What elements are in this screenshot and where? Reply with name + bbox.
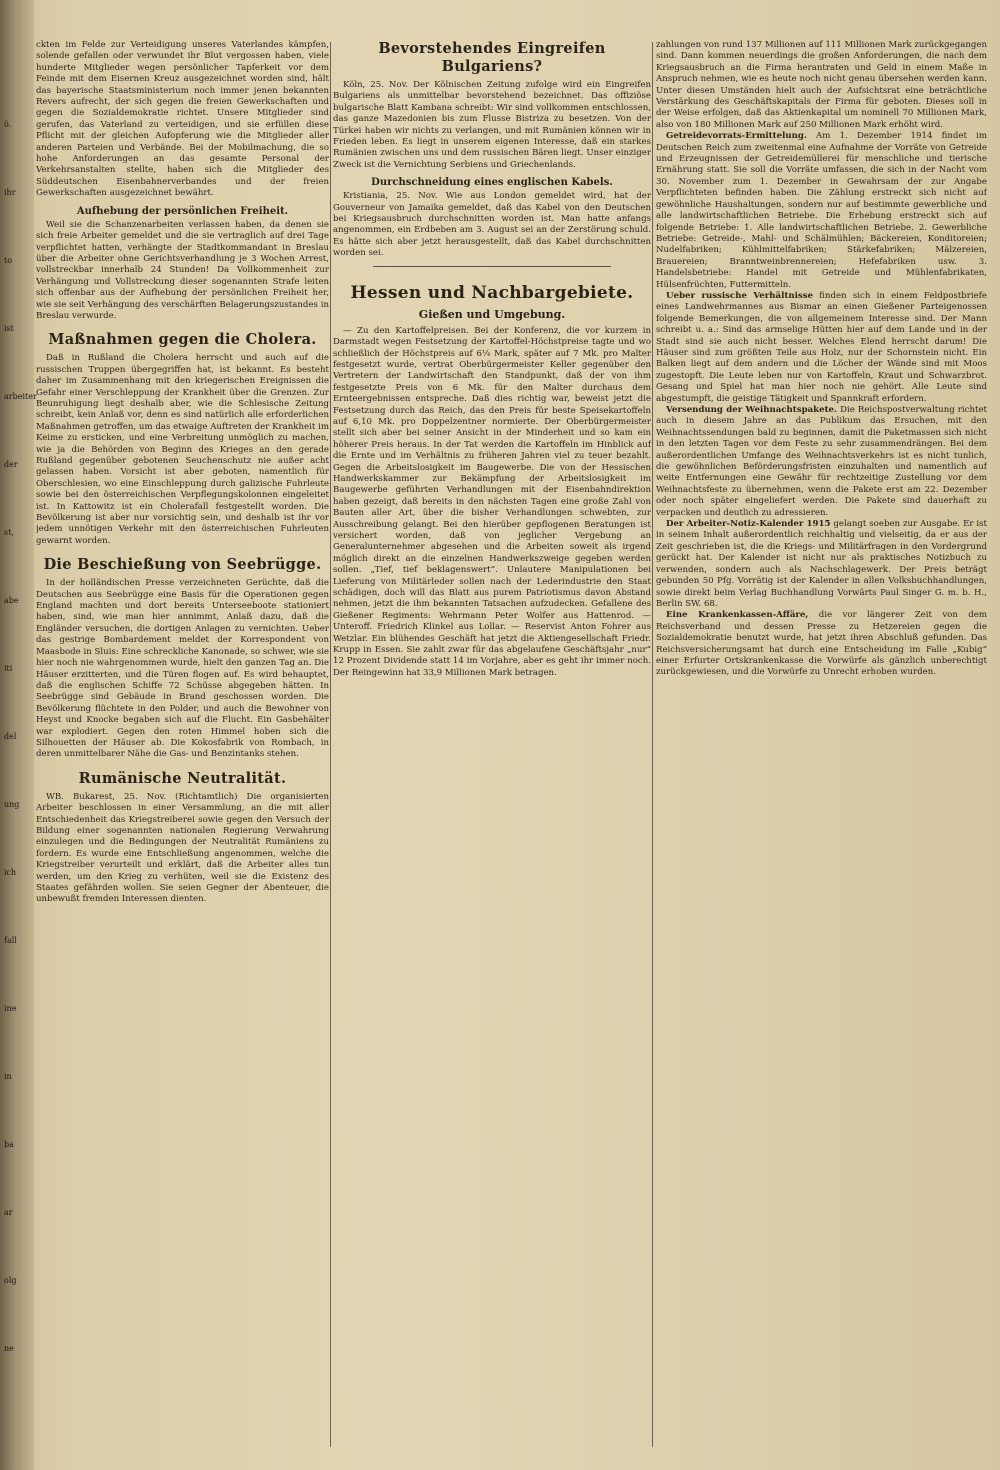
item-lead: Ueber russische Verhältnisse bbox=[666, 290, 814, 301]
article-text: Die Reichspostverwaltung richtet auch in diesem Jahre an das Publikum das Ersuchen, mit den Weihnachtssendungen bald zu beginnen, damit die Paketmassen sich nicht in den letzten Tagen vor dem Feste zu sehr zusammendrängen. Bei dem außerordentlichen Umfange des Weihnachtsverkehrs ist es nicht tunlich, die gewöhnlichen Beförderungsfristen einzuhalten und namentlich auf weite Entfernungen eine Gewähr für rechtzeitige Zustellung vor dem Weihnachtsfeste zu übernehmen, wenn die Pakete erst am 22. Dezember oder noch später eingeliefert werden. Die Pakete sind dauerhaft zu verpacken und deutlich zu adressieren. bbox=[656, 405, 987, 518]
headline: Die Beschießung von Seebrügge. bbox=[43, 556, 322, 574]
article-text: Köln, 25. Nov. Der Kölnischen Zeitung zufolge wird ein Eingreifen Bulgariens als unmittelbar bevorstehend bezeichnet. Das offiziöse bulgarische Blatt Kambana schreibt: Wir sind vollkommen entschlossen, das ganze Mazedonien bis zum Flusse Bistriza zu besetzen. Von der Türkei haben wir nichts zu verlangen, und mit Rumänien können wir in Frieden leben. Es liegt in unserem eigenen Interesse, daß ein starkes Rumänien zwischen uns und dem russischen Bären liegt. Unser einziger Zweck ist die Vernichtung Serbiens und Griechenlands. bbox=[333, 80, 651, 170]
margin-fragment: ine bbox=[4, 1004, 17, 1013]
article-text: In der holländischen Presse verzeichneten Gerüchte, daß die Deutschen aus Seebrügge eine Basis für die Operationen gegen England machten und dort bereits Unterseeboote stationiert haben, sind, wie man hier annimmt, Anlaß dazu, daß die Engländer versuchen, die dortigen Anlagen zu vernichten. Ueber das gestrige Bombardement meldet der Korrespondent von Maasbode in Sluis: Eine schreckliche Kanonade, so schwer, wie sie hier noch nie wahrgenommen wurde, hielt den ganzen Tag an. Die Häuser erzitterten, und die Türen flogen auf. Es wird behauptet, daß die englischen Schiffe 72 Schüsse abgegeben hätten. In Seebrügge sind Gebäude in Brand geschossen worden. Die Bevölkerung flüchtete in den Polder, und auch die Bewohner von Heyst und Knocke begaben sich auf die Flucht. Ein Gasbehälter war explodiert. Gegen den roten Himmel hoben sich die Silhouetten der Häuser ab. Die Kokosfabrik von Rombach, in deren unmittelbarer Nähe die Gas- und Benzintanks stehen. bbox=[36, 578, 329, 760]
headline: Rumänische Neutralität. bbox=[78, 769, 287, 787]
margin-fragment: ar bbox=[4, 1208, 13, 1217]
article-text: gelangt soeben zur Ausgabe. Er ist in seinem Inhalt außerordentlich reichhaltig und vielseitig, da er aus der Zeit geschrieben ist, die die Kriegs- und Militärfragen in den Vordergrund gerückt hat. Der Kalender ist nicht nur als praktisches Notizbuch zu verwenden, sondern auch als Nachschlagewerk. Der Preis beträgt gebunden 50 Pfg. Vorrätig ist der Kalender in allen Volksbuchhandlungen, sowie direkt beim Verlag Buchhandlung Vorwärts Paul Singer G. m. b. H., Berlin SW. 68. bbox=[656, 519, 987, 609]
margin-fragment: arbeiter bbox=[4, 392, 37, 401]
item-lead: Getreidevorrats-Ermittelung. bbox=[666, 131, 807, 142]
headline: Aufhebung der persönlichen Freiheit. bbox=[76, 205, 289, 217]
article-text: zahlungen von rund 137 Millionen auf 111 Millionen Mark zurückgegangen sind. Dann kommen neuerdings die großen Anforderungen, die nach dem Kriegsausbruch an die Firma herantraten und Geld in einem Maße in Anspruch nehmen, wie es heute noch nicht genau übersehen werden kann. Unter diesen Umständen hielt auch der Aufsichtsrat eine beträchtliche Verstärkung des Geschäftskapitals der Firma für geboten. Dieses soll in der Weise erfolgen, daß das Aktienkapital um nominell 70 Millionen Mark, also von 180 Millionen Mark auf 250 Millionen Mark erhöht wird. bbox=[656, 40, 987, 130]
item-lead: Versendung der Weihnachtspakete. bbox=[666, 405, 838, 415]
margin-fragment: del bbox=[4, 732, 17, 741]
margin-fragment: ö. bbox=[4, 120, 12, 129]
margin-fragment: abe bbox=[4, 596, 19, 605]
column-rule bbox=[330, 42, 331, 1447]
margin-fragment: olg bbox=[4, 1276, 17, 1285]
margin-fragment: fall bbox=[4, 936, 17, 945]
divider bbox=[373, 266, 611, 267]
article-text: ckten im Felde zur Verteidigung unseres Vaterlandes kämpfen, solende gefallen oder verwundet ihr Blut vergossen haben, viele hunderte Mitglieder wegen persönlicher Tapferkeit vor dem Feinde mit dem Eisernen Kreuz ausgezeichnet worden sind, hält das bayerische Staatsministerium noch immer jenen bekannten Revers aufrecht, der sich gegen die freien Gewerkschaften und gegen die Sozialdemokratie richtet. Unsere Mitglieder sind gerufen, das Vaterland zu verteidigen, und sie erfüllen diese Pflicht mit der gleichen Aufopferung wie die Mitglieder aller anderen Parteien und Verbände. Bei der Mobilmachung, die so hohe Anforderungen an das gesamte Personal der Verkehrsanstalten stellte, haben sich die Mitglieder des Süddeutschen Eisenbahnerverbandes und der freien Gewerkschaften ausgezeichnet bewährt. bbox=[36, 40, 329, 199]
article-text: finden sich in einem Feldpostbriefe eines Landwehrmannes aus Bismar an einen Gießener Parteigenossen folgende Bemerkungen, die von allgemeinem Interesse sind. Der Mann schreibt u. a.: Sind das armselige Hütten hier auf dem Lande und in der Stadt sind sie auch nicht besser. Welches Elend herrscht darum! Die Häuser sind zum größten Teile aus Holz, nur der Schornstein nicht. Ein Balken liegt auf dem andern und die Löcher der Wände sind mit Moos zugestopft. Die Leute leben nur von Kartoffeln, Kraut und Schwarzbrot. Gesang und Spiel hat man hier noch nie gehört. Alle Leute sind abgestumpft, die geistige Tätigkeit und Spannkraft erfordern. bbox=[656, 290, 987, 404]
item-lead: Der Arbeiter-Notiz-Kalender 1915 bbox=[666, 519, 831, 530]
margin-fragment: to bbox=[4, 256, 13, 265]
section-headline: Hessen und Nachbargebiete. bbox=[350, 282, 634, 303]
column-rule bbox=[652, 42, 653, 1447]
margin-fragment: der bbox=[4, 460, 18, 469]
margin-fragment: ich bbox=[4, 868, 17, 877]
column-middle bbox=[333, 40, 651, 1450]
article-text: Daß in Rußland die Cholera herrscht und auch auf die russischen Truppen übergegriffen hat, ist bekannt. Es besteht daher im Zusammenhang mit den kriegerischen Ereignissen die Gefahr einer Verschleppung der Krankheit über die Grenzen. Zur Beunruhigung liegt deshalb aber, wie die Schlesische Zeitung schreibt, kein Anlaß vor, denn es sind natürlich alle erforderlichen Maßnahmen getroffen, um das etwaige Auftreten der Krankheit im Keime zu ersticken, und eine Verbreitung unmöglich zu machen, wie ja die Behörden von Beginn des Krieges an den gerade Rußland gegenüber gebotenen Seuchenschutz nie außer acht gelassen haben. Vorsicht ist aber geboten, namentlich für Oberschlesien, wo eine Einschleppung durch galizische Fuhrleute sowie bei den österreichischen Verpflegungskolonnen eingeleitet ist. In Kattowitz ist ein Cholerafall festgestellt worden. Die Bevölkerung ist aber nur vorsichtig sein, und deshalb ist ihr vor jedem unnötigen Verkehr mit den österreichischen Fuhrleuten gewarnt worden. bbox=[36, 353, 329, 546]
margin-fragment: iti bbox=[4, 664, 13, 673]
article-text: die vor längerer Zeit von dem Reichsverband und dessen Presse zu Hetzereien gegen die Sozialdemokratie benutzt wurde, hat jetzt ihren Abschluß gefunden. Das Reichsversicherungsamt hat durch eine Entscheidung im Falle „Kubig“ einer Erfurter Ortskrankenkasse die Vorwürfe als gänzlich unberechtigt zurückgewiesen, und die Vorwürfe zu Unrecht erhoben wurden. bbox=[656, 610, 987, 678]
item-lead: Eine Krankenkassen-Affäre, bbox=[666, 610, 809, 621]
margin-fragment: ist bbox=[4, 324, 14, 333]
margin-fragment: ung bbox=[4, 800, 20, 809]
section-subheadline: Gießen und Umgebung. bbox=[418, 307, 566, 321]
column-right bbox=[656, 40, 987, 1450]
margin-fragment: ne bbox=[4, 1344, 14, 1353]
margin-fragment: ba bbox=[4, 1140, 14, 1149]
article-text: — Zu den Kartoffelpreisen. Bei der Konferenz, die vor kurzem in Darmstadt wegen Festsetzung der Kartoffel-Höchstpreise tagte und wo schließlich der Höchstpreis auf 6¼ Mark, später auf 7 Mk. pro Malter festgesetzt wurde, vertrat Oberbürgermeister Keller gegenüber den Vertretern der Landwirtschaft den Standpunkt, daß der von ihm festgesetzte Preis von 6 Mk. für den Malter durchaus dem Ernteergebnissen entspreche. Daß dies richtig war, beweist jetzt die Festsetzung durch das Reich, das den Preis für beste Speisekartoffeln auf 6,10 Mk. pro Doppelzentner normierte. Der Oberbürgermeister stellt sich aber bei seiner Ansicht in der Minderheit und so kam ein höherer Preis heraus. In der Tat werden die Kartoffeln im Hinblick auf die Ernte und im Verhältnis zu früheren Jahren viel zu teuer bezahlt. Gegen die Arbeitslosigkeit im Baugewerbe. Die von der Hessischen Handwerkskammer zur Bekämpfung der Arbeitslosigkeit im Baugewerbe geführten Verhandlungen mit der Eisenbahndirektion haben gezeigt, daß bereits in den nächsten Tagen eine große Zahl von Bauten aller Art, über die bisher Verhandlungen schwebten, zur Ausschreibung gelangt. Bei den hierüber gepflogenen Beratungen ist versichert worden, daß von jeglicher Vergebung an Generalunternehmer abgesehen und die Arbeiten soweit als irgend möglich direkt an die einzelnen Handwerkszweige gegeben werden sollen. „Tief, tief beklagenswert“. Unlautere Manipulationen bei Lieferung von Militärleder sollen nach der Lederindustrie den Staat schädigen, doch will das Blatt aus purem Patriotismus davon Abstand nehmen, jetzt die ihm bekannten Tatsachen aufzudecken. Gefallene des Gießener Regiments: Wehrmann Peter Wolfer aus Hattenrod. — Unteroff. Friedrich Klinkel aus Lollar. — Reservist Anton Fohrer aus Wetzlar. Ein blühendes Geschäft hat jetzt die Aktiengesellschaft Friedr. Krupp in Essen. Sie zahlt zwar für das abgelaufene Geschäftsjahr „nur“ 12 Prozent Dividende statt 14 im Vorjahre, aber es geht ihr immer noch. Der Reingewinn hat 33,9 Millionen Mark betragen. bbox=[333, 325, 651, 678]
headline: Bevorstehendes Eingreifen Bulgariens? bbox=[378, 40, 606, 75]
margin-fragment: ihr bbox=[4, 188, 16, 197]
column-left bbox=[36, 40, 329, 1450]
article-text: Am 1. Dezember 1914 findet im Deutschen Reich zum zweitenmal eine Aufnahme der Vorräte von Getreide und Erzeugnissen der Getreidemüllerei für menschliche und tierische Ernährung statt. Sie soll die Vorräte umfassen, die sich in der Nacht vom 30. November zum 1. Dezember in Gewahrsam der zur Angabe Verpflichteten befinden haben. Die Zählung erstreckt sich nicht auf gewöhnliche Haushaltungen, sondern nur auf bestimmte gewerbliche und alle landwirtschaftlichen Betriebe. Die Erhebung erstreckt sich auf folgende Betriebe: 1. Alle landwirtschaftlichen Betriebe. 2. Gewerbliche Betriebe: Getreide-, Mahl- und Schälmühlen; Bäckereien, Konditoreien; Nudelfabriken; Kühlmittelfabriken; Stärkefabriken; Mälzereien, Brauereien; Branntweinbrennereien; Hefefabriken usw. 3. Handelsbetriebe: Handel mit Getreide und Mühlenfabrikaten, Hülsenfrüchten, Futtermitteln. bbox=[656, 131, 987, 290]
margin-fragment: st, bbox=[4, 528, 14, 537]
article-text: Kristiania, 25. Nov. Wie aus London gemeldet wird, hat der Gouverneur von Jamaika gemeldet, daß das Kabel von den Deutschen bei Kriegsausbruch durchschnitten worden ist. Man hatte anfangs angenommen, ein Erdbeben am 3. August sei an der Zerstörung schuld. Es hätte sich aber jetzt herausgestellt, daß das Kabel durchschnitten worden sei. bbox=[333, 191, 651, 259]
article-text: WB. Bukarest, 25. Nov. (Richtamtlich) Die organisierten Arbeiter beschlossen in einer Versammlung, an die mit aller Entschiedenheit das Kriegstreiberei sowie gegen den Versuch der Bildung einer sogenannten nationalen Regierung Verwahrung einzulegen und die Bedingungen der Neutralität Rumäniens zu fordern. Es wurde eine Entschließung angenommen, welche die Kriegstreiber verurteilt und erklärt, daß die Arbeiter alles tun werden, um den Krieg zu verhüten, weil sie die Existenz des Staates gefährden wollen. Sie seien Gegner der Abenteuer, die unbewußt fremden Interessen dienten. bbox=[36, 791, 329, 905]
headline: Maßnahmen gegen die Cholera. bbox=[48, 331, 317, 349]
margin-fragment: in bbox=[4, 1072, 12, 1081]
headline: Durchschneidung eines englischen Kabels. bbox=[371, 177, 613, 189]
page-binding-strip bbox=[0, 0, 37, 1470]
article-text: Weil sie die Schanzenarbeiten verlassen haben, da denen sie sich freie Arbeiter gemeldet und die sie vertraglich auf drei Tage verpflichtet hatten, verhängte der Stadtkommandant in Breslau über die Arbeiter ohne Gerichtsverhandlung je 3 Wochen Arrest, vollstreckbar innerhalb 24 Stunden! Da Vollkommenheit zur Verhängung und Vollstreckung dieser sogenannten Strafe leiten sich offenbar aus der Aufhebung der persönlichen Freiheit her, wie sie seit Verhängung des verschärften Belagerungszustandes in Breslau verwurde. bbox=[36, 219, 329, 321]
